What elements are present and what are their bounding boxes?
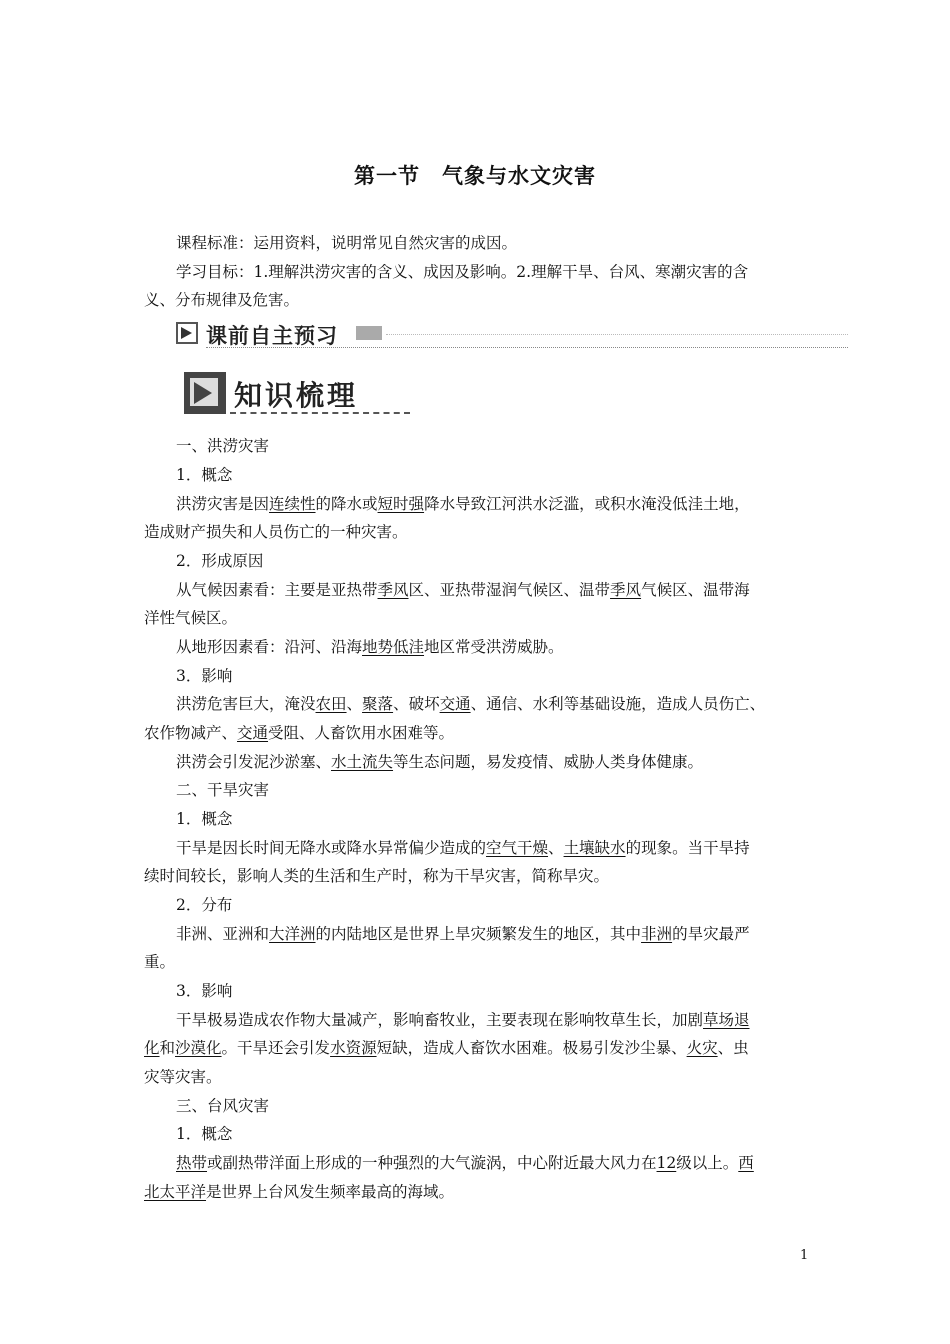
paragraph-line: 重。: [144, 953, 176, 971]
paragraph-line: 从地形因素看：沿河、沿海地势低洼地区常受洪涝威胁。: [176, 638, 564, 656]
subsection-heading: 2．分布: [176, 896, 233, 914]
paragraph-line: 洪涝会引发泥沙淤塞、水土流失等生态问题，易发疫情、威胁人类身体健康。: [176, 753, 704, 771]
paragraph-line: 从气候因素看：主要是亚热带季风区、亚热带湿润气候区、温带季风气候区、温带海: [176, 581, 750, 599]
section-heading: 三、台风灾害: [176, 1097, 270, 1115]
subsection-heading: 1．概念: [176, 1125, 233, 1143]
curriculum-standard: 课程标准：运用资料，说明常见自然灾害的成因。: [176, 234, 518, 252]
subsection-heading: 3．影响: [176, 667, 233, 685]
banner-dash: [230, 412, 410, 414]
learning-goal-line1: 学习目标：1.理解洪涝灾害的含义、成因及影响。2.理解干旱、台风、寒潮灾害的含: [176, 263, 749, 281]
title-part1: 第一节: [354, 164, 420, 188]
section-heading: 一、洪涝灾害: [176, 437, 270, 455]
page-title: [0, 160, 950, 190]
paragraph-line: 干旱是因长时间无降水或降水异常偏少造成的空气干燥、土壤缺水的现象。当干旱持: [176, 839, 750, 857]
knowledge-banner: [184, 372, 414, 418]
banner-rule: [206, 347, 848, 348]
arrow-icon: [184, 372, 226, 414]
paragraph-line: 洋性气候区。: [144, 609, 238, 627]
paragraph-line: 造成财产损失和人员伤亡的一种灾害。: [144, 523, 408, 541]
paragraph-line: 灾等灾害。: [144, 1068, 222, 1086]
subsection-heading: 1．概念: [176, 810, 233, 828]
title-part2: 气象与水文灾害: [442, 164, 596, 188]
arrow-icon: [176, 322, 198, 344]
learning-goal-line2: 义、分布规律及危害。: [144, 291, 300, 309]
paragraph-line: 化和沙漠化。干旱还会引发水资源短缺，造成人畜饮水困难。极易引发沙尘暴、火灾、虫: [144, 1039, 749, 1057]
preview-banner-label: 课前自主预习: [206, 324, 338, 348]
banner-rule: [386, 334, 848, 335]
section-heading: 二、干旱灾害: [176, 781, 270, 799]
paragraph-line: 干旱极易造成农作物大量减产，影响畜牧业，主要表现在影响牧草生长，加剧草场退: [176, 1011, 750, 1029]
paragraph-line: 北太平洋是世界上台风发生频率最高的海域。: [144, 1183, 455, 1201]
knowledge-banner-label: 知识梳理: [234, 379, 359, 412]
page-number: 1: [800, 1248, 809, 1263]
paragraph-line: 热带或副热带洋面上形成的一种强烈的大气漩涡，中心附近最大风力在12级以上。西: [176, 1154, 754, 1172]
subsection-heading: 3．影响: [176, 982, 233, 1000]
subsection-heading: 1．概念: [176, 466, 233, 484]
paragraph-line: 洪涝危害巨大，淹没农田、聚落、破坏交通、通信、水利等基础设施，造成人员伤亡、: [176, 695, 766, 713]
paragraph-line: 续时间较长，影响人类的生活和生产时，称为干旱灾害，简称旱灾。: [144, 867, 610, 885]
paragraph-line: 非洲、亚洲和大洋洲的内陆地区是世界上旱灾频繁发生的地区，其中非洲的旱灾最严: [176, 925, 750, 943]
paragraph-line: 洪涝灾害是因连续性的降水或短时强降水导致江河洪水泛滥，或积水淹没低洼土地，: [176, 495, 750, 513]
subsection-heading: 2．形成原因: [176, 552, 264, 570]
banner-bar: [356, 326, 382, 340]
paragraph-line: 农作物减产、交通受阻、人畜饮用水困难等。: [144, 724, 455, 742]
preview-banner: [176, 318, 848, 348]
